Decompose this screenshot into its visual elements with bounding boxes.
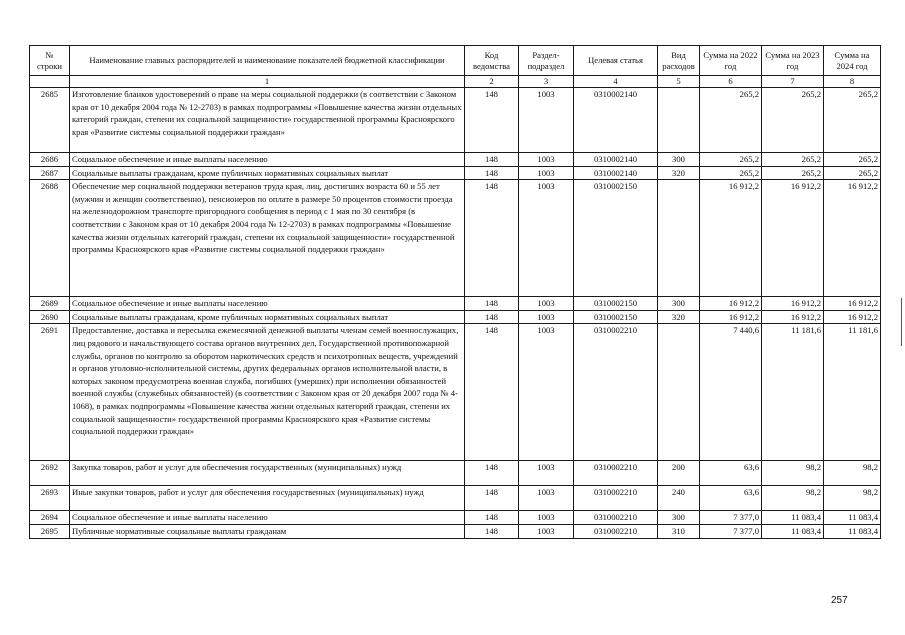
table-row (30, 511, 881, 525)
row-sum-2022: 63,6 (700, 461, 762, 486)
row-exp-type: 310 (658, 524, 700, 538)
table-row (30, 324, 881, 461)
row-exp-type: 320 (658, 166, 700, 180)
row-exp-type: 200 (658, 461, 700, 486)
budget-table (29, 45, 881, 539)
header-target: Целевая статья (574, 46, 658, 76)
row-dept-code: 148 (465, 153, 519, 167)
table-row (30, 153, 881, 167)
header-name: Наименование главных распорядителей и наименование показателей бюджетной классификации (70, 46, 465, 76)
column-number: 6 (700, 76, 762, 88)
header-dept-code: Код ведомства (465, 46, 519, 76)
row-exp-type: 300 (658, 511, 700, 525)
row-section: 1003 (519, 297, 574, 311)
row-sum-2024: 265,2 (824, 166, 881, 180)
table-row (30, 461, 881, 486)
row-exp-type: 240 (658, 486, 700, 511)
column-number-row (30, 76, 881, 88)
row-exp-type (658, 180, 700, 297)
row-number: 2692 (30, 461, 70, 486)
table-row (30, 166, 881, 180)
row-exp-type: 300 (658, 297, 700, 311)
row-section: 1003 (519, 324, 574, 461)
row-name: Социальное обеспечение и иные выплаты населению (70, 511, 465, 525)
row-sum-2022: 265,2 (700, 166, 762, 180)
row-name: Изготовление бланков удостоверений о праве на меры социальной поддержки (в соответствии с Законом края от 10 декабря 2004 года № 12-2703) в рамках подпрограммы «Повышение качества жизни отдельных категорий граждан, степени их социальной защищенности» государственной программы Красноярского края «Развитие системы социальной поддержки граждан» (70, 88, 465, 153)
row-sum-2024: 98,2 (824, 461, 881, 486)
row-sum-2022: 16 912,2 (700, 180, 762, 297)
row-dept-code: 148 (465, 297, 519, 311)
row-section: 1003 (519, 511, 574, 525)
row-sum-2023: 11 083,4 (762, 524, 824, 538)
page-number: 257 (831, 595, 848, 606)
row-dept-code: 148 (465, 88, 519, 153)
row-name: Социальные выплаты гражданам, кроме публичных нормативных социальных выплат (70, 310, 465, 324)
table-row (30, 297, 881, 311)
row-target: 0310002150 (574, 180, 658, 297)
row-target: 0310002140 (574, 153, 658, 167)
row-sum-2023: 265,2 (762, 153, 824, 167)
row-dept-code: 148 (465, 461, 519, 486)
header-sum-2022: Сумма на 2022 год (700, 46, 762, 76)
row-section: 1003 (519, 180, 574, 297)
table-row (30, 524, 881, 538)
header-row-no: № строки (30, 46, 70, 76)
row-dept-code: 148 (465, 180, 519, 297)
row-name: Иные закупки товаров, работ и услуг для обеспечения государственных (муниципальных) нужд (70, 486, 465, 511)
row-section: 1003 (519, 153, 574, 167)
row-number: 2693 (30, 486, 70, 511)
row-sum-2022: 7 377,0 (700, 511, 762, 525)
row-section: 1003 (519, 88, 574, 153)
row-sum-2024: 11 083,4 (824, 524, 881, 538)
row-sum-2024: 16 912,2 (824, 297, 881, 311)
row-target: 0310002140 (574, 88, 658, 153)
row-sum-2023: 98,2 (762, 461, 824, 486)
table-row (30, 310, 881, 324)
row-target: 0310002150 (574, 297, 658, 311)
row-target: 0310002210 (574, 524, 658, 538)
row-sum-2024: 16 912,2 (824, 180, 881, 297)
row-name: Обеспечение мер социальной поддержки ветеранов труда края, лиц, достигших возраста 60 и 55 лет (мужчин и женщин соответственно), пенсионеров по оплате в размере 50 процентов стоимости проезда на железнодорожном транспорте пригородного сообщения в период с 1 мая по 30 сентября (в соответствии с Законом края от 10 декабря 2004 года № 12-2703) в рамках подпрограммы «Повышение качества жизни отдельных категорий граждан, степени их социальной защищенности» государственной программы Красноярского края «Развитие системы социальной поддержки граждан» (70, 180, 465, 297)
row-sum-2023: 11 083,4 (762, 511, 824, 525)
row-number: 2690 (30, 310, 70, 324)
column-number-blank (30, 76, 70, 88)
column-number: 7 (762, 76, 824, 88)
table-row (30, 88, 881, 153)
row-sum-2022: 7 377,0 (700, 524, 762, 538)
row-sum-2024: 98,2 (824, 486, 881, 511)
row-number: 2688 (30, 180, 70, 297)
row-name: Закупка товаров, работ и услуг для обеспечения государственных (муниципальных) нужд (70, 461, 465, 486)
row-sum-2024: 11 083,4 (824, 511, 881, 525)
row-dept-code: 148 (465, 486, 519, 511)
row-sum-2024: 16 912,2 (824, 310, 881, 324)
row-sum-2022: 63,6 (700, 486, 762, 511)
row-target: 0310002150 (574, 310, 658, 324)
row-number: 2691 (30, 324, 70, 461)
row-number: 2687 (30, 166, 70, 180)
row-dept-code: 148 (465, 524, 519, 538)
row-dept-code: 148 (465, 511, 519, 525)
column-number: 8 (824, 76, 881, 88)
row-number: 2695 (30, 524, 70, 538)
row-sum-2023: 16 912,2 (762, 180, 824, 297)
row-name: Социальное обеспечение и иные выплаты населению (70, 153, 465, 167)
column-number: 2 (465, 76, 519, 88)
header-sum-2023: Сумма на 2023 год (762, 46, 824, 76)
column-number: 1 (70, 76, 465, 88)
row-sum-2023: 265,2 (762, 166, 824, 180)
row-exp-type: 320 (658, 310, 700, 324)
row-number: 2685 (30, 88, 70, 153)
row-name: Публичные нормативные социальные выплаты гражданам (70, 524, 465, 538)
row-target: 0310002210 (574, 324, 658, 461)
column-number: 5 (658, 76, 700, 88)
margin-mark (901, 298, 902, 346)
row-target: 0310002210 (574, 461, 658, 486)
row-exp-type (658, 88, 700, 153)
row-name: Социальные выплаты гражданам, кроме публичных нормативных социальных выплат (70, 166, 465, 180)
column-number: 3 (519, 76, 574, 88)
row-sum-2024: 265,2 (824, 88, 881, 153)
row-name: Социальное обеспечение и иные выплаты населению (70, 297, 465, 311)
row-sum-2022: 265,2 (700, 153, 762, 167)
row-exp-type: 300 (658, 153, 700, 167)
row-section: 1003 (519, 486, 574, 511)
header-section: Раздел-подраздел (519, 46, 574, 76)
row-sum-2022: 265,2 (700, 88, 762, 153)
row-sum-2023: 16 912,2 (762, 297, 824, 311)
row-sum-2023: 11 181,6 (762, 324, 824, 461)
row-dept-code: 148 (465, 166, 519, 180)
row-sum-2024: 11 181,6 (824, 324, 881, 461)
row-sum-2023: 98,2 (762, 486, 824, 511)
row-sum-2022: 7 440,6 (700, 324, 762, 461)
row-section: 1003 (519, 166, 574, 180)
row-number: 2689 (30, 297, 70, 311)
row-dept-code: 148 (465, 310, 519, 324)
header-exp-type: Вид расходов (658, 46, 700, 76)
row-target: 0310002210 (574, 511, 658, 525)
row-name: Предоставление, доставка и пересылка ежемесячной денежной выплаты членам семей военнослужащих, лиц рядового и начальствующего состава органов внутренних дел, Государственной противопожарной службы, органов по контролю за оборотом наркотических средств и психотропных веществ, учреждений и органов уголовно-исполнительной системы, других федеральных органов исполнительной власти, в которых законом предусмотрена военная служба, погибших (умерших) при исполнении обязанностей военной службы (служебных обязанностей) (в соответствии с Законом края от 20 декабря 2007 года № 4-1068), в рамках подпрограммы «Повышение качества жизни отдельных категорий граждан, степени их социальной защищенности» государственной программы Красноярского края «Развитие системы социальной поддержки граждан» (70, 324, 465, 461)
column-number: 4 (574, 76, 658, 88)
row-sum-2024: 265,2 (824, 153, 881, 167)
row-sum-2022: 16 912,2 (700, 297, 762, 311)
row-number: 2694 (30, 511, 70, 525)
table-row (30, 486, 881, 511)
row-section: 1003 (519, 310, 574, 324)
row-sum-2023: 16 912,2 (762, 310, 824, 324)
row-target: 0310002140 (574, 166, 658, 180)
table-row (30, 180, 881, 297)
row-sum-2022: 16 912,2 (700, 310, 762, 324)
row-sum-2023: 265,2 (762, 88, 824, 153)
row-exp-type (658, 324, 700, 461)
header-row (30, 46, 881, 76)
row-dept-code: 148 (465, 324, 519, 461)
row-number: 2686 (30, 153, 70, 167)
row-target: 0310002210 (574, 486, 658, 511)
row-section: 1003 (519, 461, 574, 486)
header-sum-2024: Сумма на 2024 год (824, 46, 881, 76)
row-section: 1003 (519, 524, 574, 538)
